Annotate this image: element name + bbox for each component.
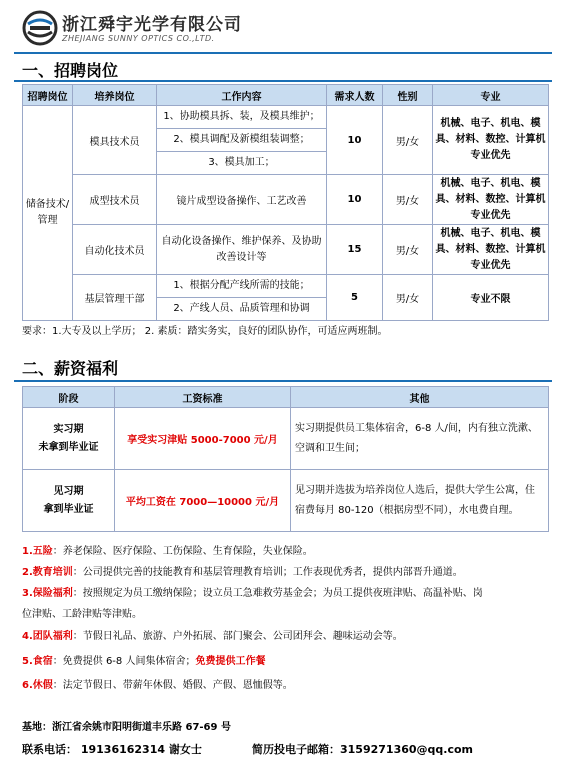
tasks-cell: 自动化设备操作、维护保养、及协助改善设计等 xyxy=(157,225,327,275)
gender-cell: 男/女 xyxy=(383,175,433,225)
col-header: 专业 xyxy=(433,85,549,106)
sunny-logo-icon xyxy=(22,10,58,46)
benefit-highlight: 免费提供工作餐 xyxy=(195,656,266,667)
table-row xyxy=(23,225,549,275)
benefit-text: ：公司提供完善的技能教育和基层管理教育培训；工作表现优秀者，提供内部晋升通道。 xyxy=(72,567,463,578)
section2-title: 二、薪资福利 xyxy=(22,359,119,378)
salary-table xyxy=(22,386,549,532)
col-header: 性别 xyxy=(383,85,433,106)
col-header: 需求人数 xyxy=(327,85,383,106)
post-cell: 成型技术员 xyxy=(73,175,157,225)
benefit-line xyxy=(22,542,313,557)
gender-cell: 男/女 xyxy=(383,275,433,321)
col-header: 招聘岗位 xyxy=(23,85,73,106)
post-cell: 自动化技术员 xyxy=(73,225,157,275)
benefit-text: ：按照规定为员工缴纳保险；设立员工急难救劳基金会；为员工提供夜班津贴、高温补贴、岗 xyxy=(72,588,483,599)
company-logo xyxy=(22,8,262,50)
major-cell: 机械、电子、机电、模具、材料、数控、计算机专业优先 xyxy=(433,175,549,225)
table-row xyxy=(23,175,549,225)
benefit-label: 4.团队福利 xyxy=(22,631,73,642)
count-cell: 15 xyxy=(327,225,383,275)
table-row xyxy=(23,408,549,470)
tasks-cell xyxy=(157,275,327,321)
benefit-text: ：养老保险、医疗保险、工伤保险、生育保险，失业保险。 xyxy=(52,546,313,557)
benefit-label: 5.食宿 xyxy=(22,656,53,667)
gender-cell: 男/女 xyxy=(383,106,433,175)
section1-title: 一、招聘岗位 xyxy=(22,61,119,80)
stage-name: 实习期 xyxy=(53,423,84,435)
major-cell: 机械、电子、机电、模具、材料、数控、计算机专业优先 xyxy=(433,225,549,275)
benefit-label: 6.休假 xyxy=(22,680,53,691)
footer-email[interactable]: 简历投电子邮箱：31592713​60@qq.com xyxy=(252,743,474,756)
other-cell: 见习期并选拔为培养岗位人选后，提供大学生公寓，住宿费每月 80-120（根据房型不同），水电费自理。 xyxy=(291,470,549,532)
col-header: 培养岗位 xyxy=(73,85,157,106)
count-cell: 10 xyxy=(327,106,383,175)
stage-name: 见习期 xyxy=(53,485,84,497)
benefit-line xyxy=(22,605,142,620)
table-row xyxy=(23,275,549,321)
col-header: 其他 xyxy=(291,387,549,408)
benefit-line xyxy=(22,584,483,599)
section2-rule xyxy=(14,380,552,382)
group-cell: 储备技术/管理 xyxy=(23,106,73,321)
footer-address: 基地：浙江省余姚市阳明街道丰乐路 67-69 号 xyxy=(22,722,231,733)
benefit-line xyxy=(22,676,293,691)
major-cell: 专业不限 xyxy=(433,275,549,321)
stage-condition: 未拿到毕业证 xyxy=(38,441,99,453)
major-cell: 机械、电子、机电、模具、材料、数控、计算机专业优先 xyxy=(433,106,549,175)
salary-header-row xyxy=(23,387,549,408)
salary-cell: 平均工资在 7000—10000 元/月 xyxy=(115,470,291,532)
task-line: 1、协助模具拆、装，及模具维护； xyxy=(157,106,326,129)
task-line: 2、产线人员、品质管理和协调 xyxy=(173,303,310,314)
benefit-label: 3.保险福利 xyxy=(22,588,73,599)
col-header: 阶段 xyxy=(23,387,115,408)
requirements-text: 要求：1.大专及以上学历； 2. 素质：踏实务实，良好的团队协作，可适应两班制。 xyxy=(22,326,388,337)
task-line: 1、根据分配产线所需的技能； xyxy=(157,275,326,298)
header-rule xyxy=(14,52,552,54)
benefit-label: 2.教育培训 xyxy=(22,567,73,578)
col-header: 工资标准 xyxy=(115,387,291,408)
benefit-line xyxy=(22,563,463,578)
tasks-cell xyxy=(157,106,327,175)
task-line: 3、模具加工； xyxy=(208,157,275,168)
table-row xyxy=(23,470,549,532)
company-name-en: ZHEJIANG SUNNY OPTICS CO.,LTD. xyxy=(62,34,215,43)
gender-cell: 男/女 xyxy=(383,225,433,275)
section1-rule xyxy=(14,80,552,82)
table-row xyxy=(23,106,549,175)
tasks-cell: 镜片成型设备操作、工艺改善 xyxy=(157,175,327,225)
benefit-line xyxy=(22,652,265,667)
benefit-label: 1.五险 xyxy=(22,546,53,557)
stage-cell xyxy=(23,470,115,532)
footer-phone: 联系电话： 19136162314 谢女士 xyxy=(22,743,202,756)
stage-cell xyxy=(23,408,115,470)
post-cell: 模具技术员 xyxy=(73,106,157,175)
salary-cell: 享受实习津贴 5000-7000 元/月 xyxy=(115,408,291,470)
company-name-cn: 浙江舜宇光学有限公司 xyxy=(62,15,242,35)
post-cell: 基层管理干部 xyxy=(73,275,157,321)
count-cell: 10 xyxy=(327,175,383,225)
benefit-text: ：法定节假日、带薪年休假、婚假、产假、恩恤假等。 xyxy=(52,680,293,691)
col-header: 工作内容 xyxy=(157,85,327,106)
benefit-text: 位津贴、工龄津贴等津贴。 xyxy=(22,609,142,620)
task-line: 2、模具调配及新模组装调整； xyxy=(157,129,326,152)
recruitment-header-row xyxy=(23,85,549,106)
benefit-line xyxy=(22,627,403,642)
benefit-text: ：免费提供 6-8 人间集体宿舍； xyxy=(52,656,196,667)
stage-condition: 拿到毕业证 xyxy=(43,503,94,515)
count-cell: 5 xyxy=(327,275,383,321)
benefit-text: ：节假日礼品、旅游、户外拓展、部门聚会、公司团拜会、趣味运动会等。 xyxy=(72,631,403,642)
other-cell: 实习期提供员工集体宿舍，6-8 人/间，内有独立洗漱、空调和卫生间； xyxy=(291,408,549,470)
recruitment-table xyxy=(22,84,549,321)
